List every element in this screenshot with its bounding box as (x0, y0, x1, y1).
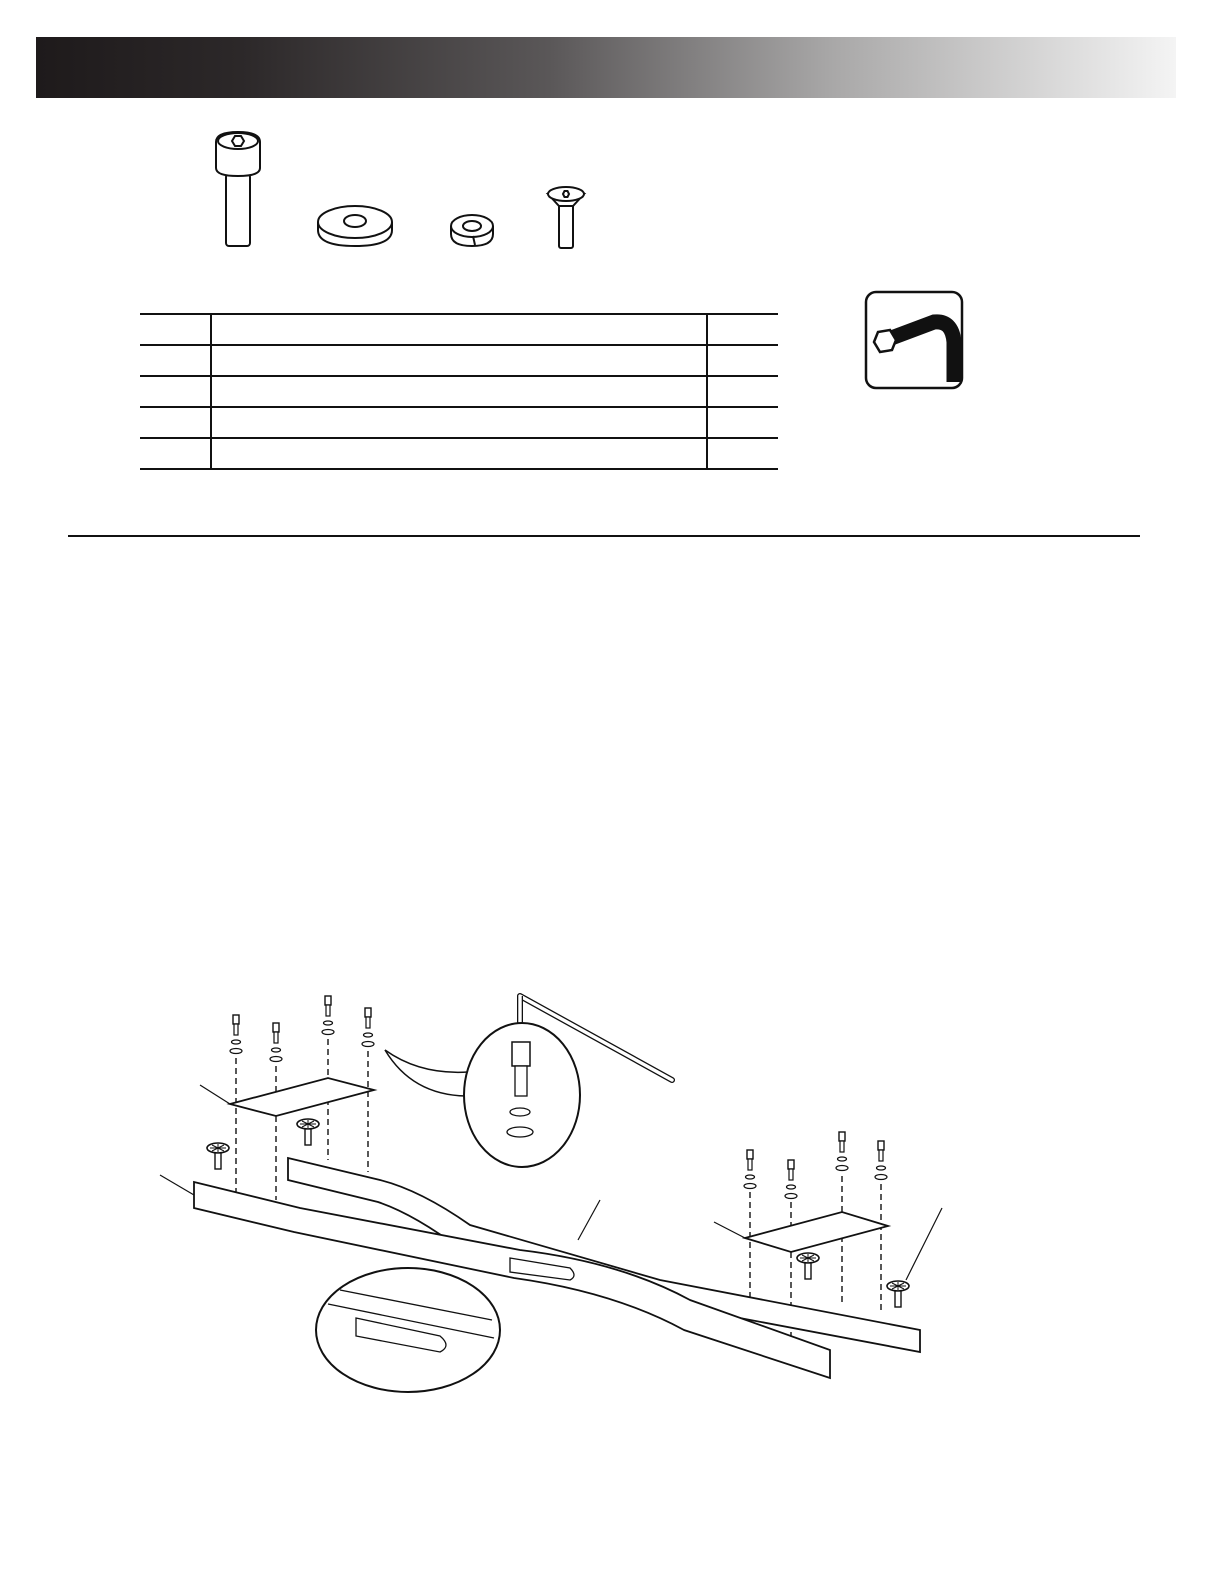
table-cell-description (211, 314, 707, 345)
table-cell-qty (707, 407, 778, 438)
socket-head-cap-screw-icon (208, 128, 268, 250)
left-mounting-plate (230, 1078, 374, 1116)
leveling-foot (207, 1143, 229, 1169)
table-row (140, 407, 778, 438)
table-cell-ref (140, 438, 211, 469)
right-mounting-plate (745, 1212, 888, 1252)
slot-detail (316, 1268, 500, 1392)
table-cell-qty (707, 345, 778, 376)
front-rail (194, 1182, 830, 1378)
table-cell-ref (140, 345, 211, 376)
table-cell-qty (707, 376, 778, 407)
base-frame-assembly-diagram (140, 985, 980, 1395)
header-bar (36, 37, 1176, 98)
table-cell-description (211, 345, 707, 376)
table-cell-ref (140, 376, 211, 407)
flat-washer-icon (314, 200, 396, 252)
hardware-stack-detail (464, 1023, 580, 1167)
table-cell-description (211, 407, 707, 438)
hex-key-icon (864, 290, 964, 390)
right-screw-set (744, 1132, 887, 1199)
left-screw-set (230, 996, 374, 1062)
table-row (140, 314, 778, 345)
section-divider (68, 535, 1140, 537)
leveling-foot (887, 1281, 909, 1307)
table-cell-qty (707, 438, 778, 469)
table-cell-ref (140, 314, 211, 345)
table-row (140, 438, 778, 469)
table-row (140, 376, 778, 407)
split-lock-washer-icon (447, 210, 497, 250)
table-cell-qty (707, 314, 778, 345)
table-row (140, 345, 778, 376)
leveling-foot (297, 1119, 319, 1145)
leveling-foot (797, 1253, 819, 1279)
flat-head-screw-icon (544, 184, 588, 252)
parts-table (140, 313, 778, 470)
table-cell-description (211, 376, 707, 407)
table-cell-ref (140, 407, 211, 438)
table-cell-description (211, 438, 707, 469)
